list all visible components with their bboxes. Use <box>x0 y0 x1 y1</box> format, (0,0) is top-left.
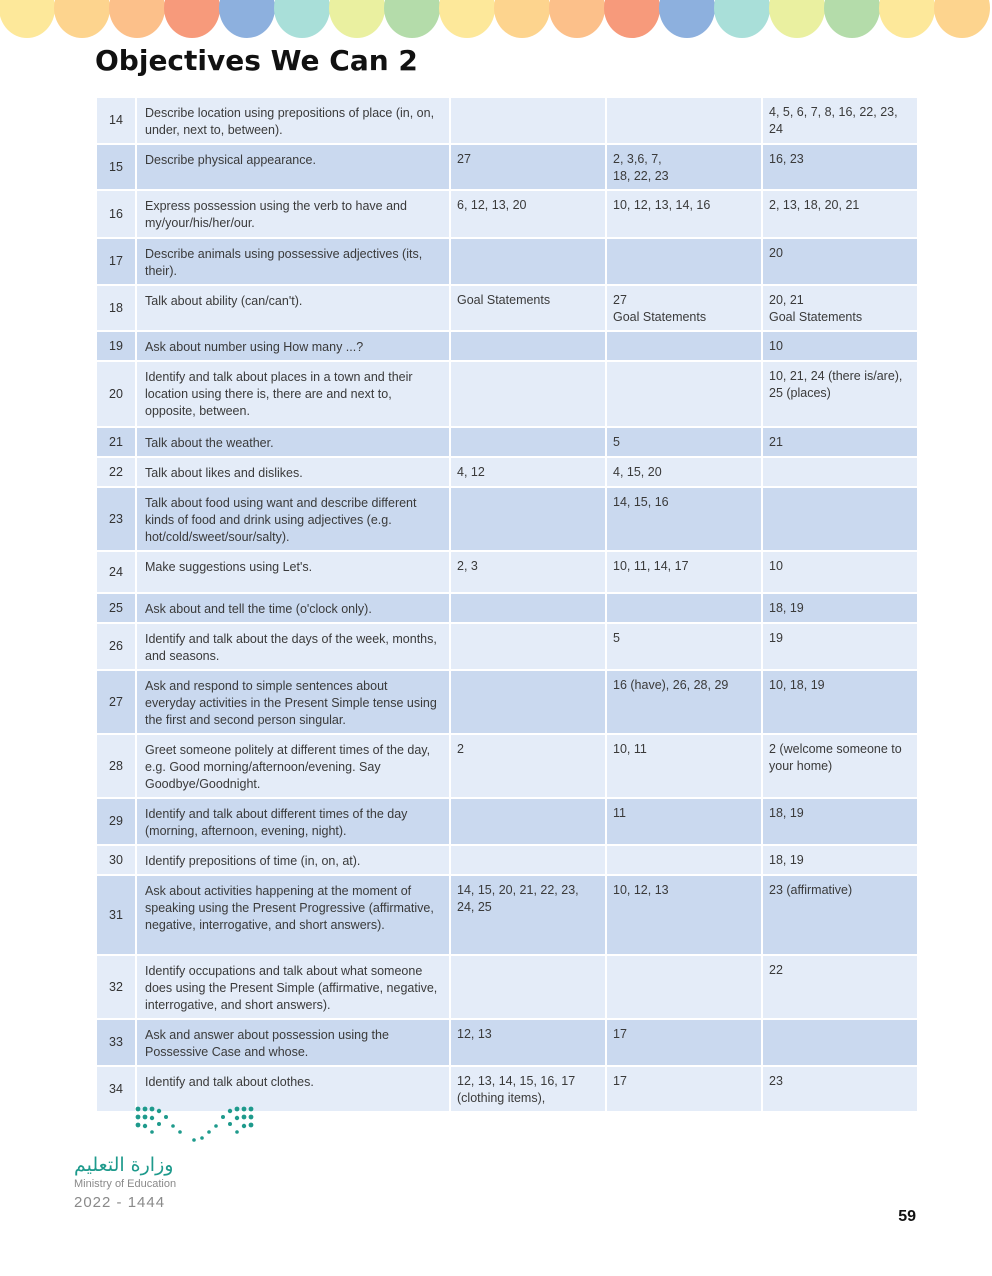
objective-description: Ask about number using How many ...? <box>136 331 450 361</box>
objective-description: Talk about ability (can/can't). <box>136 285 450 331</box>
objective-number: 32 <box>96 955 136 1019</box>
objective-number: 20 <box>96 361 136 427</box>
page-number: 59 <box>898 1208 916 1225</box>
scallop-border <box>0 0 992 38</box>
objective-description: Identify occupations and talk about what someone does using the Present Simple (affirmative, negative, interrogative, and short answers). <box>136 955 450 1019</box>
reference-column-1 <box>450 97 606 144</box>
reference-column-2: 27 Goal Statements <box>606 285 762 331</box>
table-row <box>96 798 918 845</box>
objective-description: Identify and talk about different times of the day (morning, afternoon, evening, night). <box>136 798 450 845</box>
reference-column-2: 17 <box>606 1019 762 1066</box>
objective-description: Make suggestions using Let's. <box>136 551 450 593</box>
reference-column-1: 14, 15, 20, 21, 22, 23, 24, 25 <box>450 875 606 955</box>
objective-description: Describe location using prepositions of place (in, on, under, next to, between). <box>136 97 450 144</box>
reference-column-2 <box>606 238 762 285</box>
objective-number: 31 <box>96 875 136 955</box>
objective-number: 22 <box>96 457 136 487</box>
table-row <box>96 487 918 551</box>
scallop <box>274 0 330 38</box>
objective-description: Ask about and tell the time (o'clock only). <box>136 593 450 623</box>
reference-column-3: 18, 19 <box>762 798 918 845</box>
reference-column-3: 10, 21, 24 (there is/are), 25 (places) <box>762 361 918 427</box>
table-row <box>96 97 918 144</box>
scallop <box>384 0 440 38</box>
reference-column-1 <box>450 623 606 670</box>
ministry-logo <box>72 1100 272 1220</box>
objective-description: Describe physical appearance. <box>136 144 450 190</box>
scallop <box>109 0 165 38</box>
reference-column-1 <box>450 487 606 551</box>
page-title: Objectives We Can 2 <box>95 44 418 77</box>
reference-column-3 <box>762 1019 918 1066</box>
objective-description: Identify and talk about the days of the week, months, and seasons. <box>136 623 450 670</box>
objective-description: Ask about activities happening at the moment of speaking using the Present Progressive (affirmative, negative, interrogative, and short answers). <box>136 875 450 955</box>
reference-column-2: 5 <box>606 623 762 670</box>
scallop <box>329 0 385 38</box>
table-row <box>96 551 918 593</box>
objective-description: Talk about food using want and describe different kinds of food and drink using adjectives (e.g. hot/cold/sweet/sour/salty). <box>136 487 450 551</box>
reference-column-2 <box>606 593 762 623</box>
reference-column-2 <box>606 955 762 1019</box>
reference-column-2 <box>606 331 762 361</box>
objective-number: 16 <box>96 190 136 238</box>
reference-column-2 <box>606 97 762 144</box>
reference-column-1: Goal Statements <box>450 285 606 331</box>
reference-column-2: 16 (have), 26, 28, 29 <box>606 670 762 734</box>
reference-column-1 <box>450 361 606 427</box>
reference-column-1 <box>450 798 606 845</box>
reference-column-1: 4, 12 <box>450 457 606 487</box>
reference-column-1: 2, 3 <box>450 551 606 593</box>
reference-column-3: 23 <box>762 1066 918 1112</box>
ministry-dots-icon <box>134 1104 256 1146</box>
objective-number: 19 <box>96 331 136 361</box>
objective-description: Describe animals using possessive adjectives (its, their). <box>136 238 450 285</box>
reference-column-2 <box>606 361 762 427</box>
scallop <box>714 0 770 38</box>
table-row <box>96 457 918 487</box>
reference-column-1 <box>450 845 606 875</box>
reference-column-2: 4, 15, 20 <box>606 457 762 487</box>
reference-column-3 <box>762 457 918 487</box>
scallop <box>659 0 715 38</box>
objective-number: 14 <box>96 97 136 144</box>
reference-column-3: 10 <box>762 331 918 361</box>
objective-number: 15 <box>96 144 136 190</box>
reference-column-2: 10, 11 <box>606 734 762 798</box>
objective-number: 28 <box>96 734 136 798</box>
objective-description: Greet someone politely at different times of the day, e.g. Good morning/afternoon/evening. Say Goodbye/Goodnight. <box>136 734 450 798</box>
reference-column-3: 20 <box>762 238 918 285</box>
objective-number: 27 <box>96 670 136 734</box>
objective-number: 23 <box>96 487 136 551</box>
reference-column-1: 2 <box>450 734 606 798</box>
reference-column-3: 4, 5, 6, 7, 8, 16, 22, 23, 24 <box>762 97 918 144</box>
reference-column-3: 23 (affirmative) <box>762 875 918 955</box>
reference-column-3: 22 <box>762 955 918 1019</box>
reference-column-1 <box>450 331 606 361</box>
objective-number: 33 <box>96 1019 136 1066</box>
scallop <box>769 0 825 38</box>
objective-description: Ask and respond to simple sentences about everyday activities in the Present Simple tense using the first and second person singular. <box>136 670 450 734</box>
table-row <box>96 670 918 734</box>
reference-column-3: 19 <box>762 623 918 670</box>
reference-column-2: 17 <box>606 1066 762 1112</box>
objectives-table <box>95 96 919 1113</box>
reference-column-3 <box>762 487 918 551</box>
scallop <box>219 0 275 38</box>
objective-number: 30 <box>96 845 136 875</box>
scallop <box>54 0 110 38</box>
reference-column-2: 10, 12, 13 <box>606 875 762 955</box>
reference-column-1: 12, 13 <box>450 1019 606 1066</box>
reference-column-3: 2 (welcome someone to your home) <box>762 734 918 798</box>
table-row <box>96 331 918 361</box>
reference-column-1 <box>450 670 606 734</box>
reference-column-3: 2, 13, 18, 20, 21 <box>762 190 918 238</box>
objective-description: Express possession using the verb to have and my/your/his/her/our. <box>136 190 450 238</box>
reference-column-3: 21 <box>762 427 918 457</box>
reference-column-3: 18, 19 <box>762 845 918 875</box>
scallop <box>879 0 935 38</box>
reference-column-2: 2, 3,6, 7, 18, 22, 23 <box>606 144 762 190</box>
reference-column-1: 12, 13, 14, 15, 16, 17 (clothing items), <box>450 1066 606 1112</box>
scallop <box>549 0 605 38</box>
table-row <box>96 144 918 190</box>
objective-number: 34 <box>96 1066 136 1112</box>
objective-description: Talk about likes and dislikes. <box>136 457 450 487</box>
objective-description: Talk about the weather. <box>136 427 450 457</box>
ministry-name-arabic: وزارة التعليم <box>74 1154 174 1176</box>
table-row <box>96 593 918 623</box>
table-row <box>96 238 918 285</box>
reference-column-1: 27 <box>450 144 606 190</box>
reference-column-2: 11 <box>606 798 762 845</box>
objective-description: Ask and answer about possession using the Possessive Case and whose. <box>136 1019 450 1066</box>
objective-number: 29 <box>96 798 136 845</box>
reference-column-3: 10, 18, 19 <box>762 670 918 734</box>
objective-description: Identify and talk about clothes. <box>136 1066 450 1112</box>
edition-year: 2022 - 1444 <box>74 1194 166 1211</box>
reference-column-2 <box>606 845 762 875</box>
objective-number: 18 <box>96 285 136 331</box>
objective-number: 25 <box>96 593 136 623</box>
ministry-name-english: Ministry of Education <box>74 1178 177 1190</box>
scallop <box>0 0 55 38</box>
reference-column-1 <box>450 238 606 285</box>
table-row <box>96 190 918 238</box>
table-row <box>96 623 918 670</box>
scallop <box>494 0 550 38</box>
objective-number: 17 <box>96 238 136 285</box>
objective-description: Identify prepositions of time (in, on, at). <box>136 845 450 875</box>
objective-description: Identify and talk about places in a town and their location using there is, there are and next to, opposite, between. <box>136 361 450 427</box>
table-row <box>96 427 918 457</box>
table-row <box>96 734 918 798</box>
scallop <box>604 0 660 38</box>
scallop <box>439 0 495 38</box>
objective-number: 26 <box>96 623 136 670</box>
reference-column-1 <box>450 593 606 623</box>
objective-number: 24 <box>96 551 136 593</box>
scallop <box>934 0 990 38</box>
reference-column-3: 10 <box>762 551 918 593</box>
reference-column-3: 18, 19 <box>762 593 918 623</box>
scallop <box>164 0 220 38</box>
table-row <box>96 285 918 331</box>
reference-column-1 <box>450 427 606 457</box>
reference-column-3: 20, 21 Goal Statements <box>762 285 918 331</box>
reference-column-2: 14, 15, 16 <box>606 487 762 551</box>
table-row <box>96 875 918 955</box>
reference-column-1: 6, 12, 13, 20 <box>450 190 606 238</box>
table-row <box>96 845 918 875</box>
reference-column-3: 16, 23 <box>762 144 918 190</box>
table-row <box>96 955 918 1019</box>
reference-column-2: 5 <box>606 427 762 457</box>
objective-number: 21 <box>96 427 136 457</box>
table-row <box>96 361 918 427</box>
reference-column-2: 10, 11, 14, 17 <box>606 551 762 593</box>
table-row <box>96 1019 918 1066</box>
scallop <box>824 0 880 38</box>
reference-column-1 <box>450 955 606 1019</box>
reference-column-2: 10, 12, 13, 14, 16 <box>606 190 762 238</box>
